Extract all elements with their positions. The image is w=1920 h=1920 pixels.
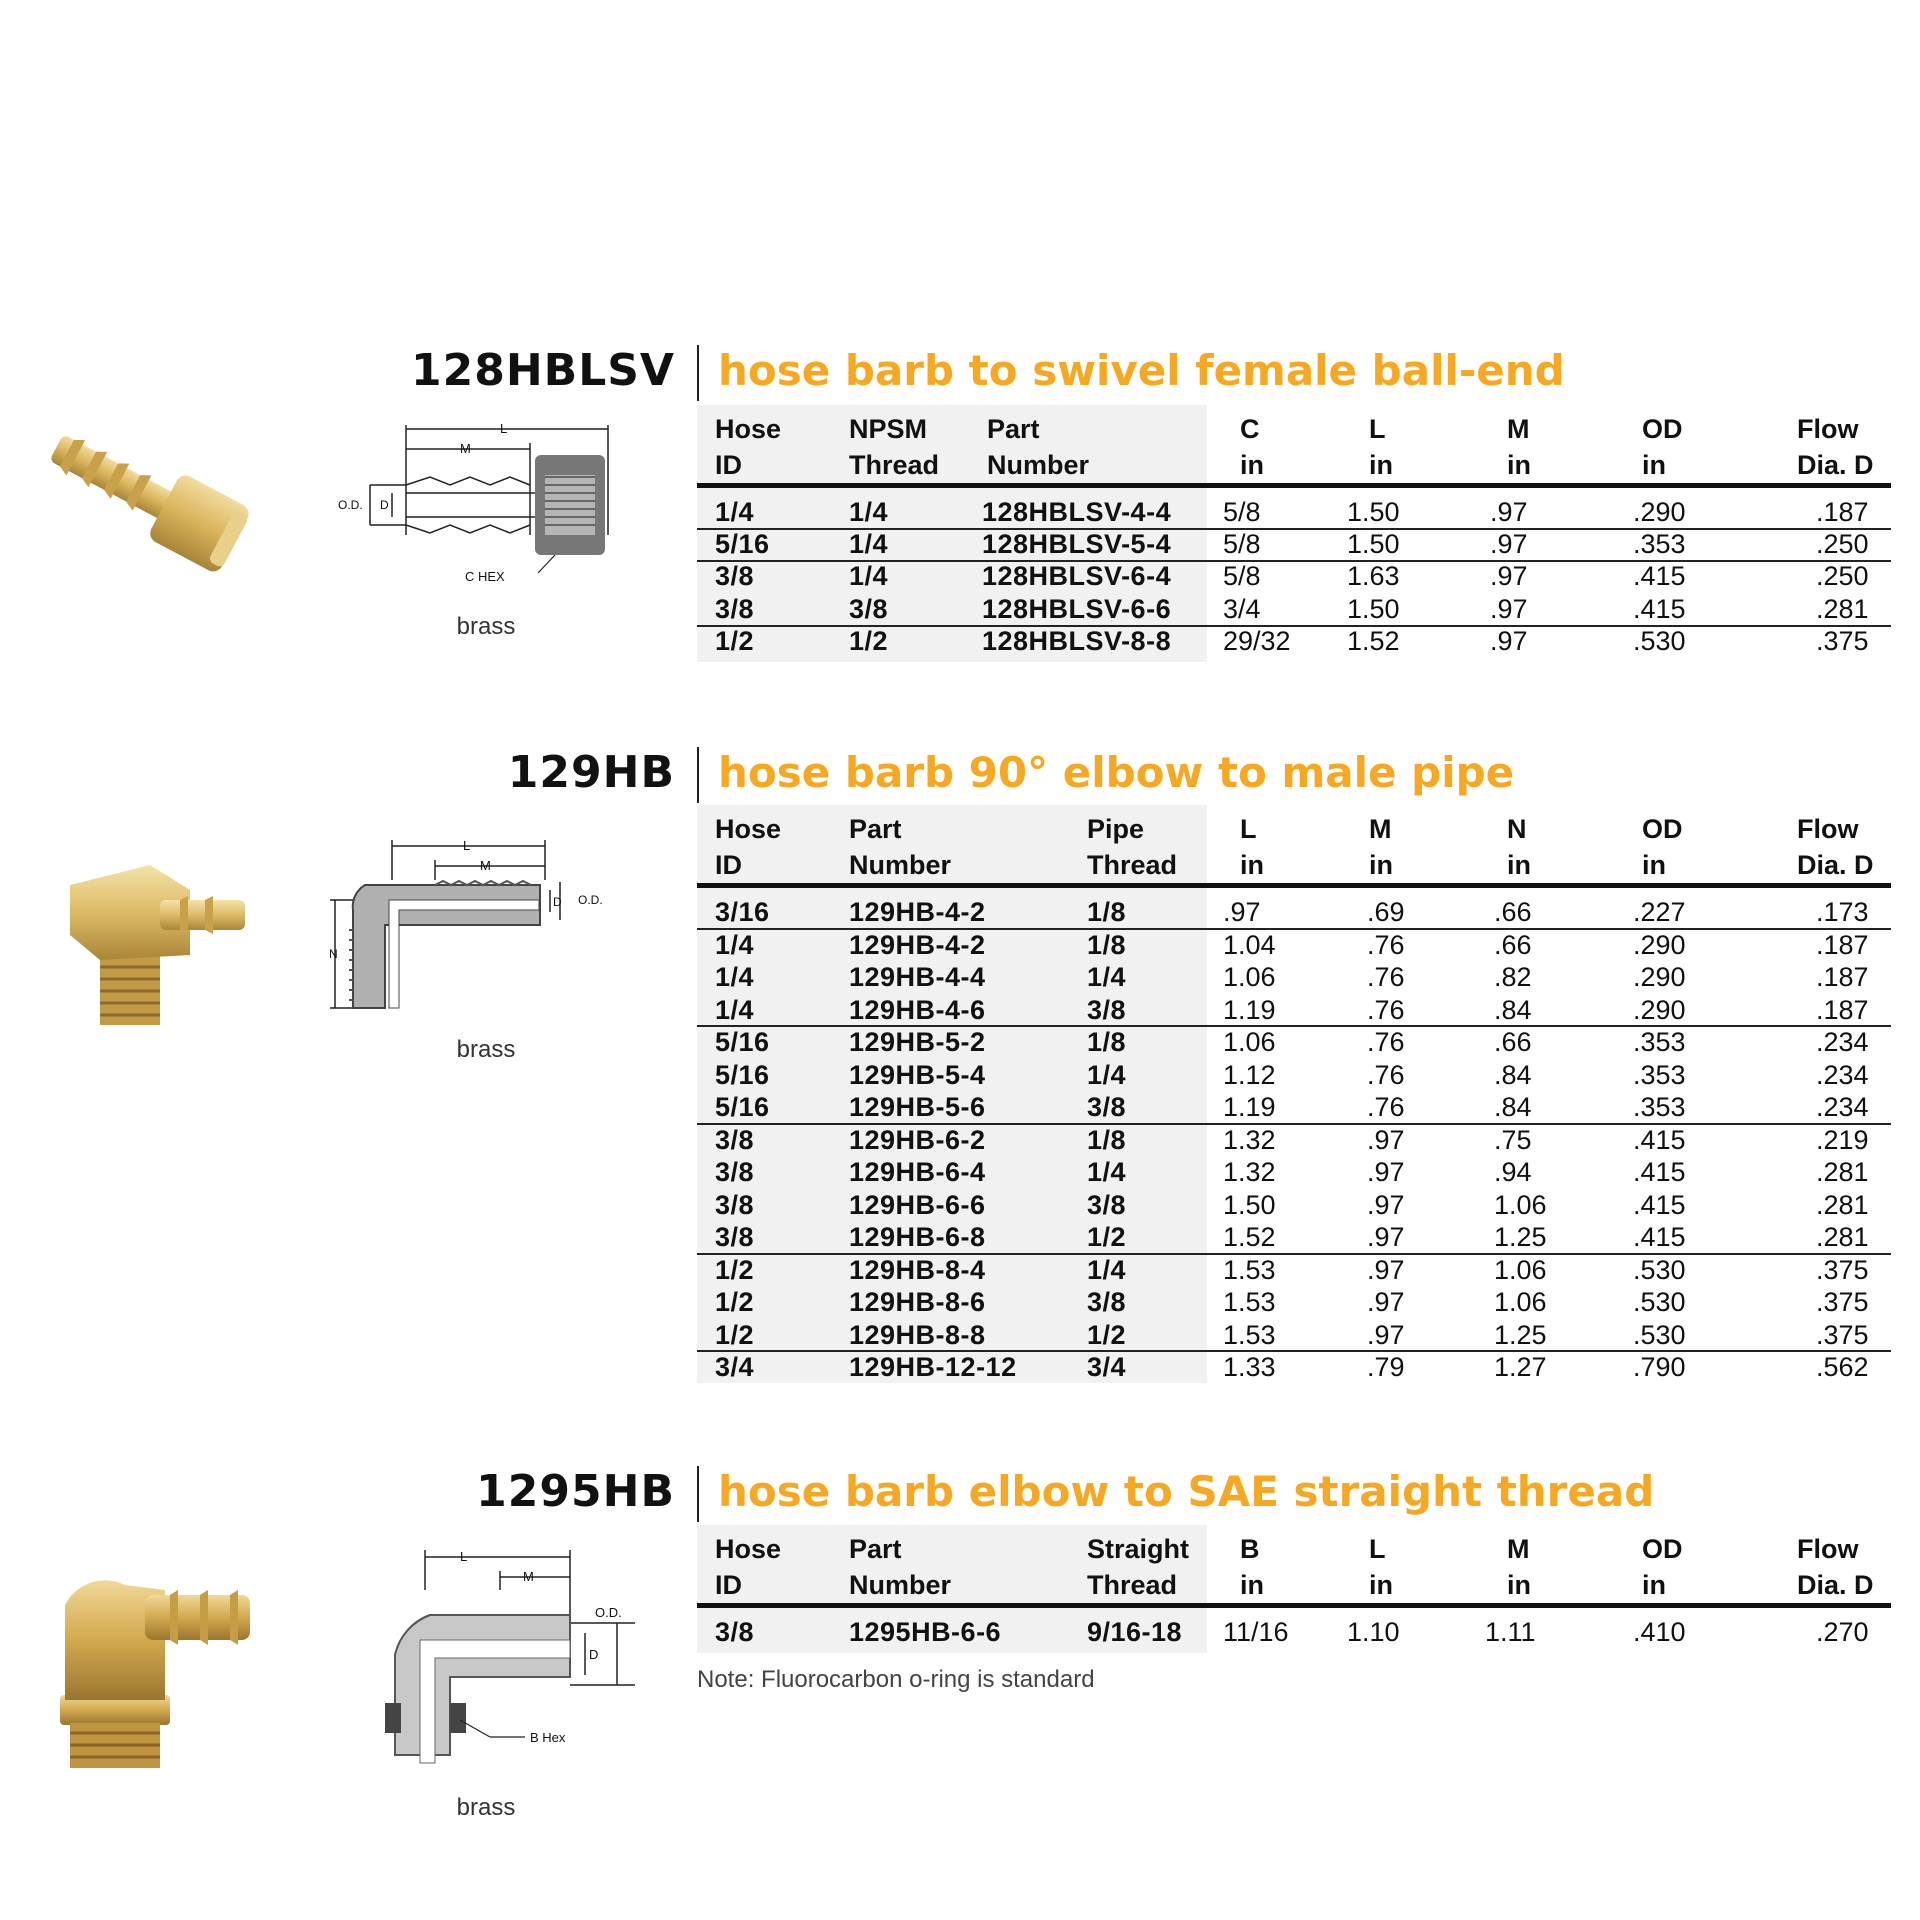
cell: .79 — [1367, 1352, 1405, 1382]
cell: .84 — [1494, 1059, 1532, 1090]
cell: .353 — [1633, 1092, 1686, 1122]
table-row — [697, 625, 1891, 657]
cell: 3/8 — [1087, 1287, 1127, 1317]
cell: .219 — [1816, 1124, 1869, 1155]
cell: 1.53 — [1223, 1254, 1276, 1285]
cell: .530 — [1633, 1319, 1686, 1350]
cell: 129HB-6-6 — [849, 1189, 986, 1220]
table-row — [697, 896, 1891, 928]
drawing-label-L: L — [460, 1549, 468, 1564]
cell: .415 — [1633, 1157, 1686, 1187]
cell: 1/4 — [715, 929, 755, 960]
header-cell: Hose ID — [715, 1534, 782, 1600]
header-cell: Part Number — [849, 814, 952, 880]
cell: 1.06 — [1494, 1189, 1547, 1220]
cell: .415 — [1633, 594, 1686, 624]
cell: 1.50 — [1347, 497, 1400, 527]
cell: .530 — [1633, 1287, 1686, 1317]
cell: .187 — [1816, 994, 1869, 1025]
cell: .375 — [1816, 1254, 1869, 1285]
cell: .234 — [1816, 1059, 1869, 1090]
cell: 129HB-8-8 — [849, 1319, 986, 1350]
product-title: hose barb to swivel female ball-end — [718, 346, 1565, 395]
cell: 1/8 — [1087, 897, 1127, 927]
product-title: hose barb elbow to SAE straight thread — [718, 1467, 1655, 1516]
cell: 29/32 — [1223, 626, 1291, 656]
table-row — [697, 560, 1891, 592]
cell: .84 — [1494, 994, 1532, 1025]
cell: 3/4 — [715, 1352, 755, 1382]
cell: 5/8 — [1223, 497, 1261, 527]
drawing-label-hex: C HEX — [465, 569, 505, 584]
cell: 3/4 — [1223, 594, 1261, 624]
cell: .281 — [1816, 1222, 1869, 1252]
cell: 1.11 — [1485, 1617, 1536, 1647]
spec-table-128hblsv — [697, 405, 1891, 665]
cell: .97 — [1367, 1189, 1405, 1220]
table-row — [697, 593, 1891, 625]
cell: 129HB-4-4 — [849, 962, 986, 992]
cell: 129HB-12-12 — [849, 1352, 1017, 1382]
cell: .97 — [1490, 594, 1528, 624]
cell: 1.10 — [1347, 1617, 1400, 1647]
cell: .97 — [1490, 529, 1528, 559]
cell: 129HB-6-8 — [849, 1222, 986, 1252]
cell: 1/8 — [1087, 1124, 1127, 1155]
header-rule — [697, 1603, 1891, 1608]
header-cell: B in — [1240, 1534, 1264, 1600]
table-row — [697, 1091, 1891, 1123]
table-row — [697, 1026, 1891, 1058]
cell: .281 — [1816, 594, 1869, 624]
header-cell: OD in — [1642, 414, 1683, 480]
cell: .66 — [1494, 929, 1532, 960]
cell: 1.50 — [1347, 529, 1400, 559]
table-row — [697, 1156, 1891, 1188]
header-cell: M in — [1507, 1534, 1531, 1600]
cell: .69 — [1367, 897, 1405, 927]
brass-fitting-photo — [35, 418, 265, 588]
cell: 1.06 — [1494, 1254, 1547, 1285]
cell: 1.19 — [1223, 994, 1276, 1025]
cell: 1.32 — [1223, 1157, 1276, 1187]
table-row — [697, 1319, 1891, 1351]
dimension-drawing — [365, 1545, 635, 1775]
cell: .234 — [1816, 1027, 1869, 1057]
drawing-label-od: O.D. — [338, 498, 363, 512]
cell: .94 — [1494, 1157, 1532, 1187]
drawing-label-M: M — [523, 1569, 534, 1584]
cell: .415 — [1633, 561, 1686, 591]
header-cell: Flow Dia. D — [1797, 414, 1874, 480]
drawing-label-d: D — [589, 1647, 599, 1662]
cell: .76 — [1367, 1092, 1405, 1122]
cell: .82 — [1494, 962, 1532, 992]
cell: 3/8 — [715, 1617, 755, 1647]
cell: 1/8 — [1087, 929, 1127, 960]
cell: 1.25 — [1494, 1319, 1547, 1350]
cell: 3/8 — [715, 1189, 755, 1220]
cell: 3/8 — [715, 1124, 755, 1155]
cell: 1.19 — [1223, 1092, 1276, 1122]
cell: 1/4 — [715, 962, 755, 992]
table-row — [697, 1189, 1891, 1221]
cell: 5/16 — [715, 1092, 770, 1122]
table-row — [697, 929, 1891, 961]
table-header — [697, 805, 1891, 879]
cell: 128HBLSV-8-8 — [982, 626, 1172, 656]
cell: .66 — [1494, 897, 1532, 927]
cell: 3/8 — [715, 1222, 755, 1252]
header-cell: Straight Thread — [1087, 1534, 1190, 1600]
cell: 1.12 — [1223, 1059, 1276, 1090]
cell: 3/8 — [849, 594, 889, 624]
cell: .97 — [1367, 1287, 1405, 1317]
header-cell: L in — [1240, 814, 1264, 880]
title-divider — [697, 747, 699, 803]
cell: 129HB-5-6 — [849, 1092, 986, 1122]
cell: 1/2 — [1087, 1319, 1127, 1350]
material-label: brass — [456, 1036, 516, 1063]
table-row — [697, 1124, 1891, 1156]
cell: .227 — [1633, 897, 1686, 927]
cell: 129HB-5-4 — [849, 1059, 986, 1090]
cell: .790 — [1633, 1352, 1686, 1382]
cell: 128HBLSV-6-6 — [982, 594, 1172, 624]
product-title: hose barb 90° elbow to male pipe — [718, 748, 1515, 797]
dimension-drawing — [330, 415, 620, 590]
table-row — [697, 994, 1891, 1026]
cell: .97 — [1490, 626, 1528, 656]
cell: 1.32 — [1223, 1124, 1276, 1155]
brass-fitting-photo — [45, 1565, 255, 1775]
cell: 3/8 — [715, 1157, 755, 1187]
cell: 1.33 — [1223, 1352, 1276, 1382]
cell: .97 — [1367, 1222, 1405, 1252]
table-row — [697, 1616, 1891, 1648]
cell: 1/4 — [849, 561, 889, 591]
cell: 3/8 — [1087, 994, 1127, 1025]
material-label: brass — [456, 613, 516, 640]
drawing-label-d: D — [380, 498, 389, 512]
cell: 1.06 — [1223, 962, 1276, 992]
cell: 1.50 — [1223, 1189, 1276, 1220]
header-cell: M in — [1507, 414, 1531, 480]
cell: .353 — [1633, 1027, 1686, 1057]
cell: 1/2 — [849, 626, 889, 656]
cell: .290 — [1633, 994, 1686, 1025]
drawing-label-od: O.D. — [578, 893, 603, 907]
product-code: 1295HB — [476, 1466, 675, 1517]
brass-fitting-photo — [40, 845, 250, 1045]
cell: 1/4 — [715, 497, 755, 527]
drawing-label-n: N — [329, 947, 338, 961]
cell: .410 — [1633, 1617, 1686, 1647]
spec-table-1295hb — [697, 1525, 1891, 1660]
cell: 1.27 — [1494, 1352, 1547, 1382]
cell: .530 — [1633, 1254, 1686, 1285]
material-label: brass — [456, 1794, 516, 1821]
cell: 1.06 — [1223, 1027, 1276, 1057]
cell: 1/4 — [715, 994, 755, 1025]
cell: 11/16 — [1223, 1617, 1289, 1647]
cell: .76 — [1367, 994, 1405, 1025]
cell: 3/8 — [715, 594, 755, 624]
title-divider — [697, 1466, 699, 1522]
cell: 1.52 — [1223, 1222, 1276, 1252]
cell: .75 — [1494, 1124, 1532, 1155]
header-cell: Pipe Thread — [1087, 814, 1178, 880]
footnote: Note: Fluorocarbon o-ring is standard — [697, 1666, 1095, 1693]
cell: .290 — [1633, 497, 1686, 527]
cell: 1/2 — [715, 1287, 755, 1317]
header-cell: Part Number — [987, 414, 1090, 480]
cell: 129HB-4-6 — [849, 994, 986, 1025]
cell: 1/2 — [715, 1254, 755, 1285]
cell: 1/4 — [1087, 962, 1127, 992]
cell: .97 — [1490, 497, 1528, 527]
table-row — [697, 1351, 1891, 1383]
product-code: 128HBLSV — [411, 345, 675, 396]
cell: 1.53 — [1223, 1319, 1276, 1350]
drawing-label-L: L — [500, 421, 508, 436]
table-row — [697, 1059, 1891, 1091]
cell: .250 — [1816, 529, 1869, 559]
drawing-label-M: M — [480, 858, 491, 873]
cell: 5/16 — [715, 1027, 770, 1057]
cell: 5/8 — [1223, 529, 1261, 559]
cell: 129HB-8-4 — [849, 1254, 986, 1285]
cell: .76 — [1367, 1027, 1405, 1057]
table-row — [697, 496, 1891, 528]
header-cell: OD in — [1642, 814, 1683, 880]
cell: .76 — [1367, 1059, 1405, 1090]
cell: .187 — [1816, 497, 1869, 527]
cell: 1.50 — [1347, 594, 1400, 624]
table-row — [697, 1286, 1891, 1318]
cell: 1/4 — [1087, 1254, 1127, 1285]
dimension-drawing — [325, 830, 615, 1030]
cell: .530 — [1633, 626, 1686, 656]
cell: 1.25 — [1494, 1222, 1547, 1252]
cell: 1295HB-6-6 — [849, 1617, 1002, 1647]
cell: .97 — [1367, 1124, 1405, 1155]
cell: .353 — [1633, 1059, 1686, 1090]
cell: .76 — [1367, 929, 1405, 960]
product-code: 129HB — [507, 747, 675, 798]
cell: .290 — [1633, 962, 1686, 992]
cell: 1.04 — [1223, 929, 1276, 960]
table-row — [697, 1221, 1891, 1253]
cell: .270 — [1816, 1617, 1869, 1647]
header-cell: M in — [1369, 814, 1393, 880]
cell: 129HB-4-2 — [849, 897, 986, 927]
cell: 5/16 — [715, 529, 770, 559]
cell: 1.63 — [1347, 561, 1400, 591]
table-row — [697, 528, 1891, 560]
cell: .290 — [1633, 929, 1686, 960]
header-cell: Hose ID — [715, 414, 782, 480]
cell: 128HBLSV-6-4 — [982, 561, 1172, 591]
cell: 3/8 — [1087, 1092, 1127, 1122]
cell: .173 — [1816, 897, 1869, 927]
drawing-label-hex: B Hex — [530, 1730, 566, 1745]
drawing-label-od: O.D. — [595, 1605, 622, 1620]
cell: 1/4 — [849, 497, 889, 527]
cell: 3/16 — [715, 897, 770, 927]
cell: 1/2 — [715, 626, 755, 656]
cell: .415 — [1633, 1189, 1686, 1220]
cell: 129HB-8-6 — [849, 1287, 986, 1317]
spec-table-129hb — [697, 805, 1891, 1385]
cell: .187 — [1816, 962, 1869, 992]
cell: .375 — [1816, 626, 1869, 656]
drawing-label-L: L — [463, 838, 471, 853]
header-cell: OD in — [1642, 1534, 1683, 1600]
header-cell: Hose ID — [715, 814, 782, 880]
cell: .415 — [1633, 1222, 1686, 1252]
header-cell: Part Number — [849, 1534, 952, 1600]
cell: .415 — [1633, 1124, 1686, 1155]
table-row — [697, 1254, 1891, 1286]
cell: 1/8 — [1087, 1027, 1127, 1057]
cell: 3/8 — [715, 561, 755, 591]
cell: .281 — [1816, 1189, 1869, 1220]
cell: 1/4 — [849, 529, 889, 559]
drawing-label-M: M — [460, 441, 471, 456]
cell: .562 — [1816, 1352, 1869, 1382]
cell: 9/16-18 — [1087, 1617, 1183, 1647]
table-header — [697, 405, 1891, 479]
cell: 129HB-5-2 — [849, 1027, 986, 1057]
drawing-label-d: D — [553, 895, 562, 909]
cell: .97 — [1367, 1319, 1405, 1350]
cell: 1/2 — [715, 1319, 755, 1350]
cell: 129HB-6-2 — [849, 1124, 986, 1155]
cell: .97 — [1367, 1254, 1405, 1285]
cell: 1/4 — [1087, 1059, 1127, 1090]
header-cell: NPSM Thread — [849, 414, 940, 480]
header-rule — [697, 883, 1891, 888]
cell: .234 — [1816, 1092, 1869, 1122]
cell: .353 — [1633, 529, 1686, 559]
cell: 3/4 — [1087, 1352, 1127, 1382]
table-header — [697, 1525, 1891, 1599]
cell: 128HBLSV-4-4 — [982, 497, 1172, 527]
cell: .97 — [1490, 561, 1528, 591]
cell: .97 — [1223, 897, 1261, 927]
cell: .375 — [1816, 1287, 1869, 1317]
cell: 129HB-6-4 — [849, 1157, 986, 1187]
cell: .76 — [1367, 962, 1405, 992]
cell: 5/16 — [715, 1059, 770, 1090]
section-129hb — [0, 745, 1920, 805]
title-divider — [697, 345, 699, 401]
header-cell: C in — [1240, 414, 1264, 480]
header-cell: L in — [1369, 1534, 1393, 1600]
header-cell: Flow Dia. D — [1797, 814, 1874, 880]
header-cell: N in — [1507, 814, 1531, 880]
cell: .97 — [1367, 1157, 1405, 1187]
header-rule — [697, 483, 1891, 488]
cell: 129HB-4-2 — [849, 929, 986, 960]
cell: .187 — [1816, 929, 1869, 960]
cell: .66 — [1494, 1027, 1532, 1057]
cell: 3/8 — [1087, 1189, 1127, 1220]
cell: 1.53 — [1223, 1287, 1276, 1317]
cell: 1/4 — [1087, 1157, 1127, 1187]
cell: 1.52 — [1347, 626, 1400, 656]
cell: 1.06 — [1494, 1287, 1547, 1317]
cell: 1/2 — [1087, 1222, 1127, 1252]
cell: 5/8 — [1223, 561, 1261, 591]
cell: .84 — [1494, 1092, 1532, 1122]
cell: .250 — [1816, 561, 1869, 591]
cell: 128HBLSV-5-4 — [982, 529, 1172, 559]
header-cell: L in — [1369, 414, 1393, 480]
table-row — [697, 961, 1891, 993]
cell: .281 — [1816, 1157, 1869, 1187]
header-cell: Flow Dia. D — [1797, 1534, 1874, 1600]
section-1295hb — [0, 1464, 1920, 1524]
cell: .375 — [1816, 1319, 1869, 1350]
